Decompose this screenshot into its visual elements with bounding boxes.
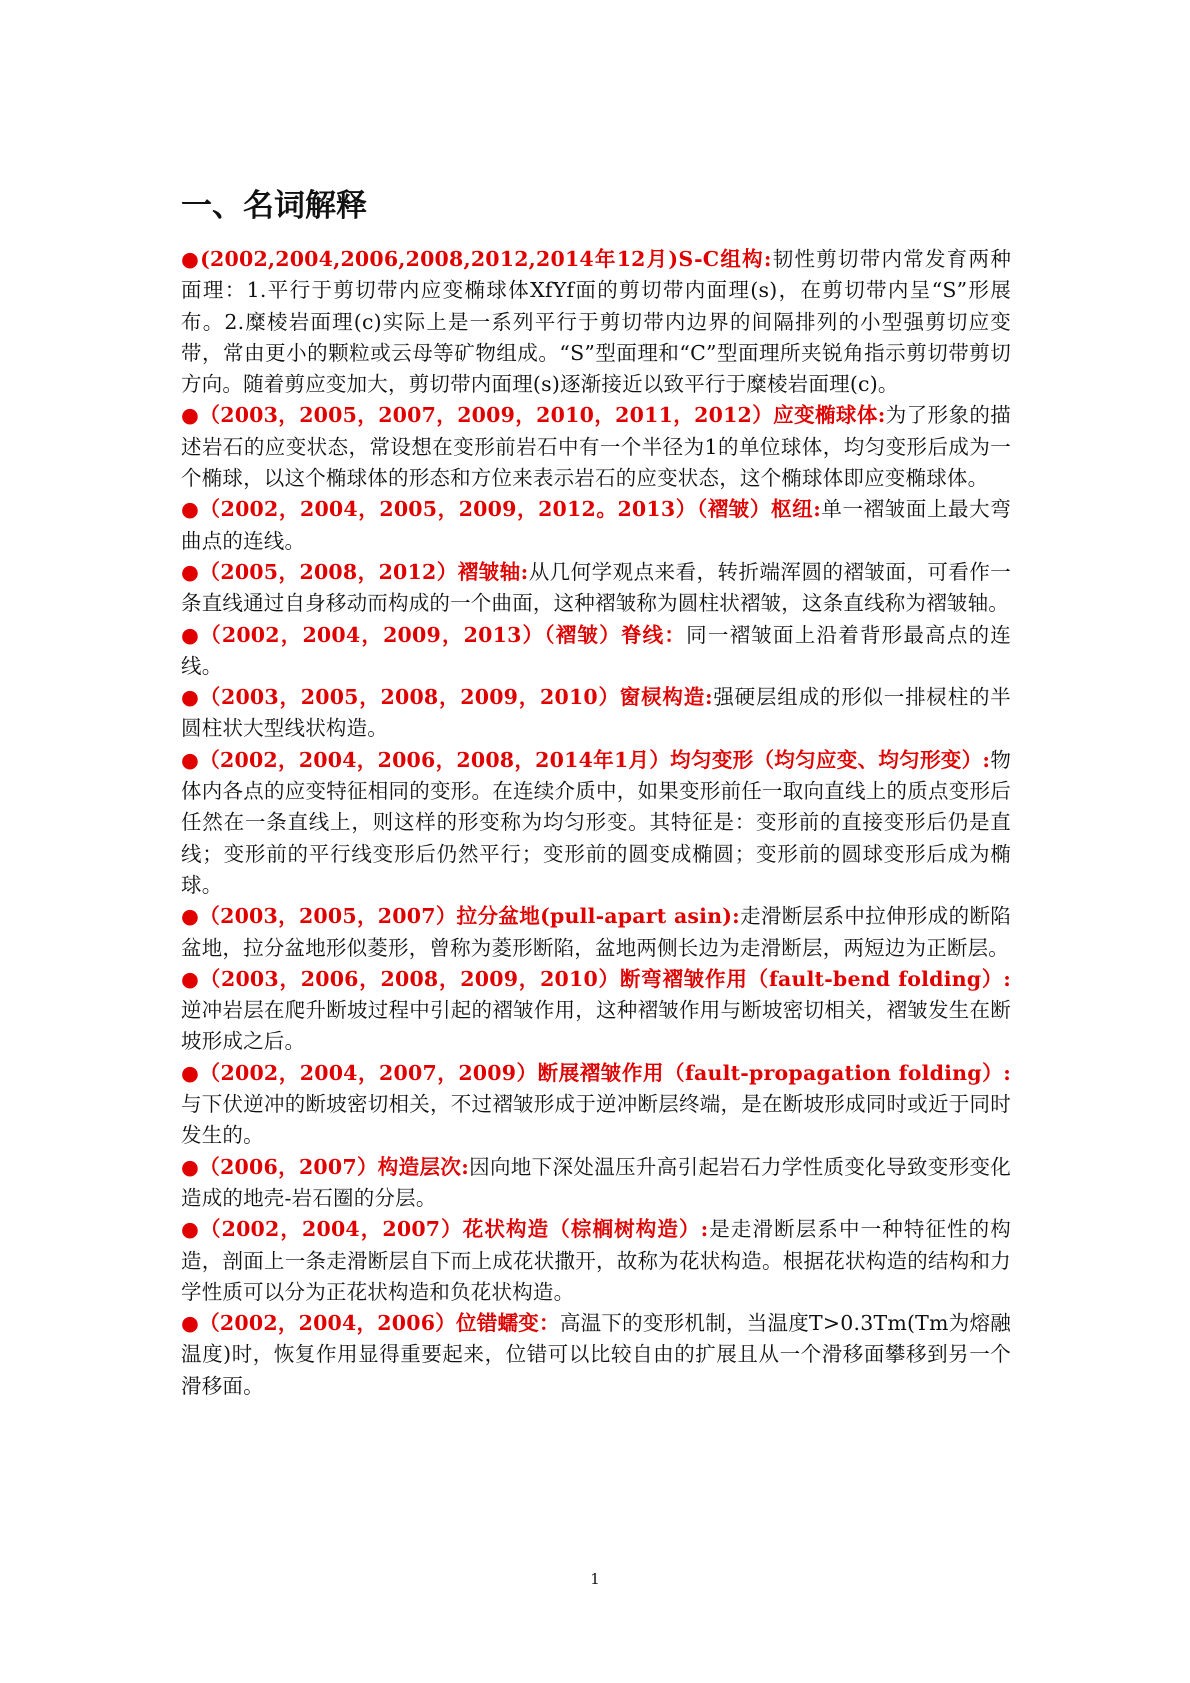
term-entry — [181, 964, 1011, 1058]
bullet-icon: ● — [181, 747, 200, 772]
bullet-icon: ● — [181, 904, 200, 929]
term-definition: 从几何学观点来看，转折端浑圆的褶皱面，可看作一条直线通过自身移动而构成的一个曲面，这种褶皱称为圆柱状褶皱，这条直线称为褶皱轴。 — [181, 559, 1011, 616]
section-title: 一、名词解释 — [181, 188, 367, 224]
bullet-icon: ● — [181, 966, 200, 991]
bullet-icon: ● — [181, 685, 200, 710]
term-entry — [181, 400, 1011, 494]
term-entry — [181, 901, 1011, 964]
term-entry — [181, 557, 1011, 620]
term-definition: 强硬层组成的形似一排棂柱的半圆柱状大型线状构造。 — [181, 685, 1012, 741]
bullet-icon: ● — [181, 1311, 200, 1336]
term-definition: 逆冲岩层在爬升断坡过程中引起的褶皱作用，这种褶皱作用与断坡密切相关，褶皱发生在断坡形成之后。 — [181, 998, 1011, 1054]
bullet-icon: ● — [181, 497, 200, 522]
term-definition: 为了形象的描述岩石的应变状态，常设想在变形前岩石中有一个半径为1的单位球体，均匀变形后成为一个椭球，以这个椭球体的形态和方位来表示岩石的应变状态，这个椭球体即应变椭球体。 — [181, 403, 1011, 491]
bullet-icon: ● — [181, 1217, 201, 1242]
page-number: 1 — [590, 1570, 600, 1588]
term-entry — [181, 620, 1011, 683]
term-entry — [181, 1308, 1011, 1402]
term-heading: （2006，2007）构造层次: — [199, 1154, 469, 1179]
term-heading: （2002，2004，2009，2013）（褶皱）脊线： — [200, 622, 687, 647]
term-heading: （2002，2004，2005，2009，2012。2013）（褶皱）枢纽: — [199, 497, 821, 522]
term-heading: （2005，2008，2012）褶皱轴: — [199, 559, 529, 584]
term-definition: 走滑断层系中拉伸形成的断陷盆地，拉分盆地形似菱形，曾称为菱形断陷，盆地两侧长边为走滑断层，两短边为正断层。 — [181, 904, 1011, 960]
term-entry — [181, 494, 1011, 557]
term-heading: （2003，2005，2007）拉分盆地(pull-apart asin): — [199, 904, 740, 929]
term-entry — [181, 244, 1011, 400]
term-entry — [181, 1214, 1011, 1308]
term-definition: 高温下的变形机制，当温度T>0.3Tm(Tm为熔融温度)时，恢复作用显得重要起来，位错可以比较自由的扩展且从一个滑移面攀移到另一个滑移面。 — [181, 1311, 1011, 1398]
term-heading: （2002，2004，2006）位错蠕变： — [199, 1311, 560, 1336]
term-definition: 同一褶皱面上沿着背形最高点的连线。 — [181, 622, 1011, 678]
term-heading: （2002，2004，2006，2008，2014年1月）均匀变形（均匀应变、均匀形变）: — [199, 747, 991, 772]
bullet-icon: ● — [181, 403, 200, 428]
term-heading: （2003，2005，2008，2009，2010）窗棂构造: — [199, 685, 713, 710]
bullet-icon: ● — [181, 1060, 200, 1085]
document-page — [181, 186, 1011, 1402]
bullet-icon: ● — [181, 1154, 200, 1179]
bullet-icon: ● — [181, 559, 200, 584]
term-definition: 是走滑断层系中一种特征性的构造，剖面上一条走滑断层自下而上成花状撒开，故称为花状构造。根据花状构造的结构和力学性质可以分为正花状构造和负花状构造。 — [181, 1217, 1011, 1304]
term-entry — [181, 682, 1011, 745]
term-definition: 单一褶皱面上最大弯曲点的连线。 — [181, 497, 1011, 553]
term-entry — [181, 745, 1011, 901]
term-heading: （2002，2004，2007）花状构造（棕榈树构造）: — [200, 1217, 709, 1242]
term-heading: （2003，2005，2007，2009，2010，2011，2012）应变椭球体: — [199, 403, 886, 428]
term-heading: (2002,2004,2006,2008,2012,2014年12月)S-C组构: — [200, 247, 772, 271]
term-definition: 韧性剪切带内常发育两种面理：1.平行于剪切带内应变椭球体XfYf面的剪切带内面理(s)，在剪切带内呈“S”形展布。2.糜棱岩面理(c)实际上是一系列平行于剪切带内边界的间隔排列的小型强剪切应变带，常由更小的颗粒或云母等矿物组成。“S”型面理和“C”型面理所夹锐角指示剪切带剪切方向。随着剪应变加大，剪切带内面理(s)逐渐接近以致平行于糜棱岩面理(c)。 — [181, 247, 1012, 397]
term-heading: （2002，2004，2007，2009）断展褶皱作用（fault-propagation folding）: — [199, 1060, 1011, 1085]
bullet-icon: ● — [181, 622, 201, 647]
term-heading: （2003，2006，2008，2009，2010）断弯褶皱作用（fault-bend folding）: — [199, 966, 1012, 991]
term-definition: 与下伏逆冲的断坡密切相关，不过褶皱形成于逆冲断层终端，是在断坡形成同时或近于同时发生的。 — [181, 1092, 1011, 1148]
term-entry — [181, 1152, 1011, 1215]
term-definition: 物体内各点的应变特征相同的变形。在连续介质中，如果变形前任一取向直线上的质点变形后任然在一条直线上，则这样的形变称为均匀形变。其特征是：变形前的直接变形后仍是直线；变形前的平行线变形后仍然平行；变形前的圆变成椭圆；变形前的圆球变形后成为椭球。 — [181, 747, 1012, 897]
term-entry — [181, 1058, 1011, 1152]
bullet-icon: ● — [181, 247, 201, 271]
term-definition: 因向地下深处温压升高引起岩石力学性质变化导致变形变化造成的地壳-岩石圈的分层。 — [181, 1154, 1012, 1210]
